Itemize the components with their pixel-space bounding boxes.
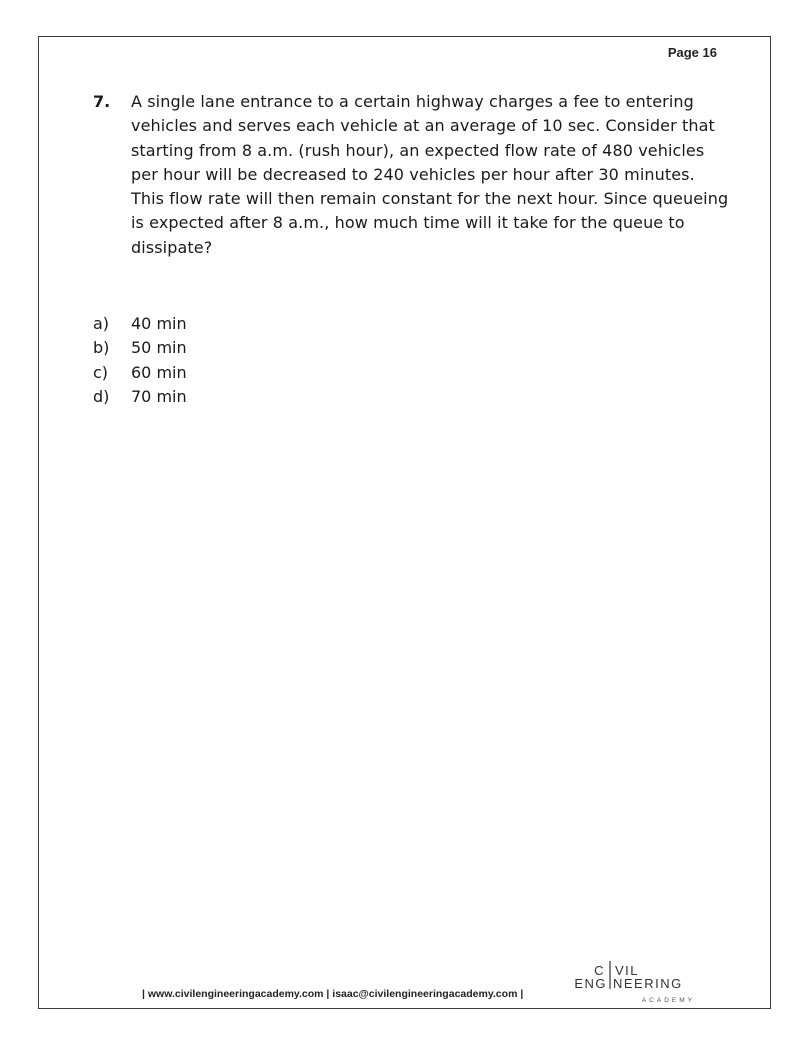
option-letter: c) <box>93 362 109 382</box>
civil-engineering-academy-logo <box>566 956 702 1006</box>
option-text: 40 min <box>131 314 187 333</box>
option-letter: d) <box>93 386 110 406</box>
option-letter: b) <box>93 338 110 358</box>
logo-text-academy: ACADEMY <box>641 997 695 1004</box>
logo-text-c: C <box>594 963 605 978</box>
logo-graphic <box>566 956 702 1006</box>
answer-options <box>93 312 187 409</box>
question-block <box>93 90 733 260</box>
option-c <box>93 361 187 385</box>
option-a <box>93 312 187 336</box>
option-b <box>93 336 187 360</box>
option-letter: a) <box>93 314 110 333</box>
page-number: Page 16 <box>667 45 717 60</box>
logo-text-neering: NEERING <box>613 976 683 991</box>
option-text: 60 min <box>131 362 187 382</box>
logo-text-vil: VIL <box>615 963 640 978</box>
question-number: 7. <box>93 92 111 111</box>
option-text: 70 min <box>131 386 187 406</box>
question-text: A single lane entrance to a certain highway charges a fee to entering vehicles and serves each vehicle at an average of 10 sec. Consider that starting from 8 a.m. (rush hour), an expected flow rate of 480 vehicles per hour will be decreased to 240 vehicles per hour after 30 minutes. This flow rate will then remain constant for the next hour. Since queueing is expected after 8 a.m., how much time will it take for the queue to dissipate? <box>131 92 729 257</box>
option-d <box>93 385 187 409</box>
option-text: 50 min <box>131 338 187 358</box>
footer-contact-links: | www.civilengineeringacademy.com | isaac@civilengineeringacademy.com | <box>142 988 524 1000</box>
logo-text-eng: ENG <box>574 976 607 991</box>
